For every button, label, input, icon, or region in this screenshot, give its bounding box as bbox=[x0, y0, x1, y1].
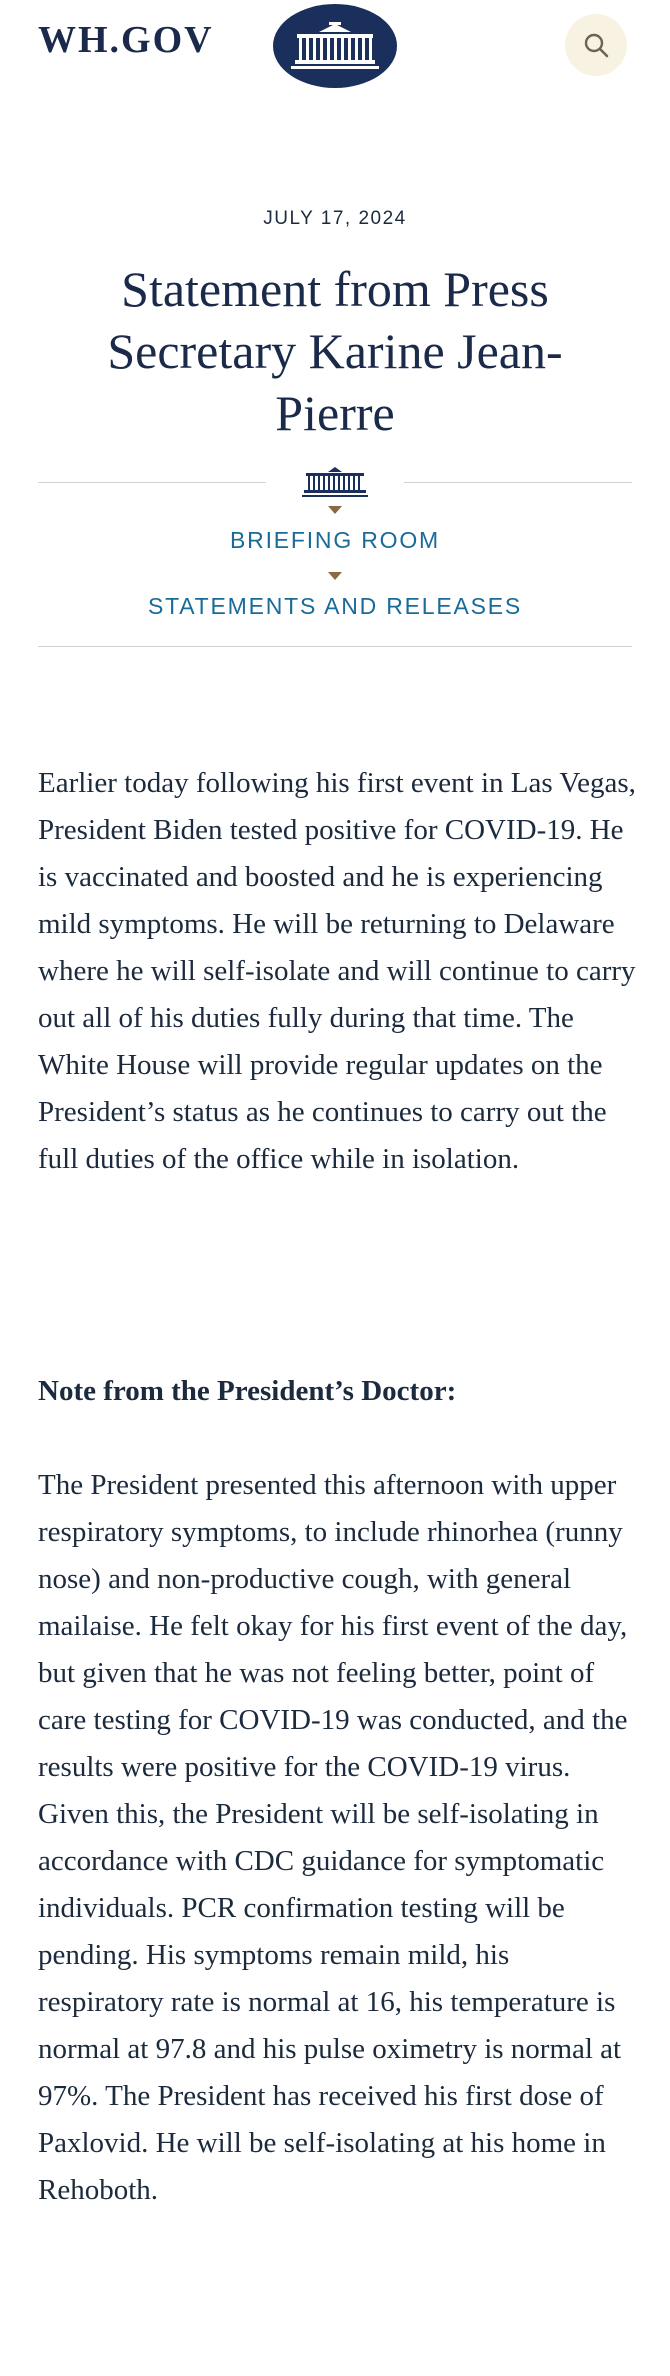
search-button[interactable] bbox=[565, 14, 627, 76]
white-house-divider-icon bbox=[300, 464, 370, 500]
doctor-note-heading: Note from the President’s Doctor: bbox=[38, 1375, 457, 1407]
publish-date: JULY 17, 2024 bbox=[263, 208, 407, 229]
caret-down-icon bbox=[328, 506, 342, 514]
white-house-seal-icon[interactable] bbox=[273, 4, 397, 88]
breadcrumb-statements-and-releases[interactable]: STATEMENTS AND RELEASES bbox=[147, 593, 523, 619]
page-title: Statement from Press Secretary Karine Jean-Pierre bbox=[107, 261, 563, 441]
white-house-building-icon bbox=[289, 18, 381, 74]
divider-line-left bbox=[38, 482, 266, 483]
breadcrumb-briefing-room[interactable]: BRIEFING ROOM bbox=[230, 527, 440, 553]
site-logo-link[interactable]: WH.GOV bbox=[38, 19, 214, 61]
title-divider bbox=[38, 462, 632, 502]
header-bottom-divider bbox=[38, 646, 632, 647]
search-icon bbox=[583, 32, 609, 58]
doctor-note-paragraph: The President presented this afternoon with upper respiratory symptoms, to include rhinorhea (runny nose) and non-productive cough, with general mailaise. He felt okay for his first event of the day, but given that he was not feeling better, point of care testing for COVID-19 was conducted, and the results were positive for the COVID-19 virus. Given this, the President will be self-isolating in accordance with CDC guidance for symptomatic individuals. PCR confirmation testing will be pending. His symptoms remain mild, his respiratory rate is normal at 16, his temperature is normal at 97.8 and his pulse oximetry is normal at 97%. The President has received his first dose of Paxlovid. He will be self-isolating at his home in Rehoboth. bbox=[38, 1469, 628, 2206]
statement-paragraph: Earlier today following his first event in Las Vegas, President Biden tested positive for COVID-19. He is vaccinated and boosted and he is experiencing mild symptoms. He will be returning to Delaware where he will self-isolate and will continue to carry out all of his duties fully during that time. The White House will provide regular updates on the President’s status as he continues to carry out the full duties of the office while in isolation. bbox=[38, 767, 636, 1175]
caret-down-icon bbox=[328, 572, 342, 580]
divider-line-right bbox=[404, 482, 632, 483]
site-header bbox=[0, 0, 670, 100]
